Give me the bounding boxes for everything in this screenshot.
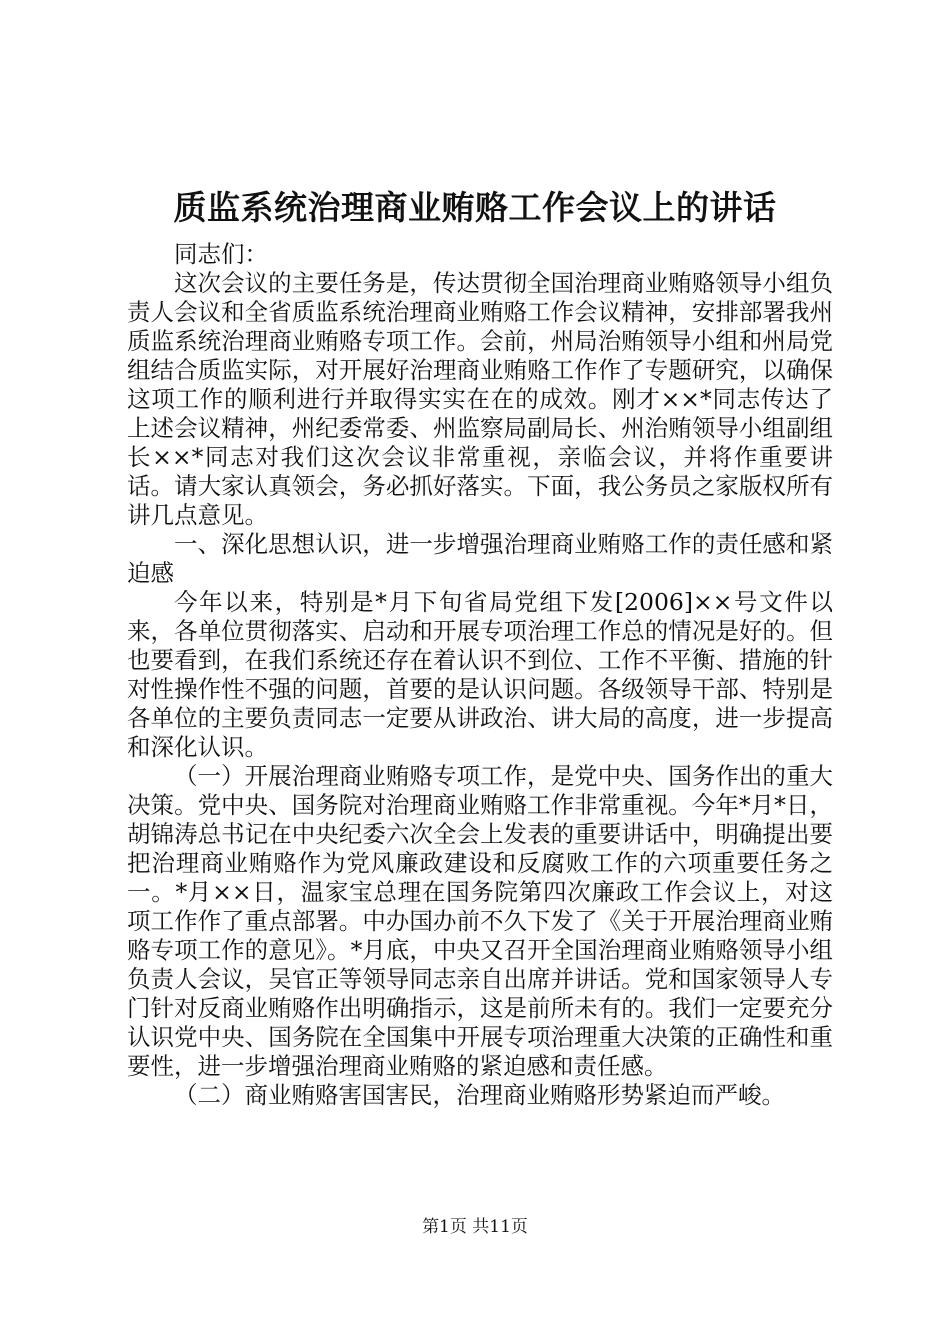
paragraph-intro: 这次会议的主要任务是，传达贯彻全国治理商业贿赂领导小组负责人会议和全省质监系统治理商业贿赂工作会议精神，安排部署我州质监系统治理商业贿赂专项工作。会前，州局治贿领导小组和州局党组结合质监实际，对开展好治理商业贿赂工作作了专题研究，以确保这项工作的顺利进行并取得实实在在的成效。刚才××*同志传达了上述会议精神，州纪委常委、州监察局副局长、州治贿领导小组副组长××*同志对我们这次会议非常重视，亲临会议，并将作重要讲话。请大家认真领会，务必抓好落实。下面，我公务员之家版权所有讲几点意见。 (127, 269, 833, 529)
paragraph-situation: 今年以来，特别是*月下旬省局党组下发[2006]××号文件以来，各单位贯彻落实、启动和开展专项治理工作总的情况是好的。但也要看到，在我们系统还存在着认识不到位、工作不平衡、措施的针对性操作性不强的问题，首要的是认识问题。各级领导干部、特别是各单位的主要负责同志一定要从讲政治、讲大局的高度，进一步提高和深化认识。 (127, 588, 833, 761)
page-footer: 第1页 共11页 (422, 1217, 528, 1237)
section-heading-1: 一、深化思想认识，进一步增强治理商业贿赂工作的责任感和紧迫感 (127, 530, 833, 587)
paragraph-point-2: （二）商业贿赂害国害民，治理商业贿赂形势紧迫而严峻。 (174, 1081, 785, 1109)
salutation: 同志们： (174, 240, 268, 268)
document-body (127, 240, 833, 1110)
paragraph-point-1: （一）开展治理商业贿赂专项工作，是党中央、国务作出的重大决策。党中央、国务院对治理商业贿赂工作非常重视。今年*月*日，胡锦涛总书记在中央纪委六次全会上发表的重要讲话中，明确提出要把治理商业贿赂作为党风廉政建设和反腐败工作的六项重要任务之一。*月××日，温家宝总理在国务院第四次廉政工作会议上，对这项工作作了重点部署。中办国办前不久下发了《关于开展治理商业贿赂专项工作的意见》。*月底，中央又召开全国治理商业贿赂领导小组负责人会议，吴官正等领导同志亲自出席并讲话。党和国家领导人专门针对反商业贿赂作出明确指示，这是前所未有的。我们一定要充分认识党中央、国务院在全国集中开展专项治理重大决策的正确性和重要性，进一步增强治理商业贿赂的紧迫感和责任感。 (127, 762, 833, 1080)
document-title: 质监系统治理商业贿赂工作会议上的讲话 (173, 188, 777, 227)
